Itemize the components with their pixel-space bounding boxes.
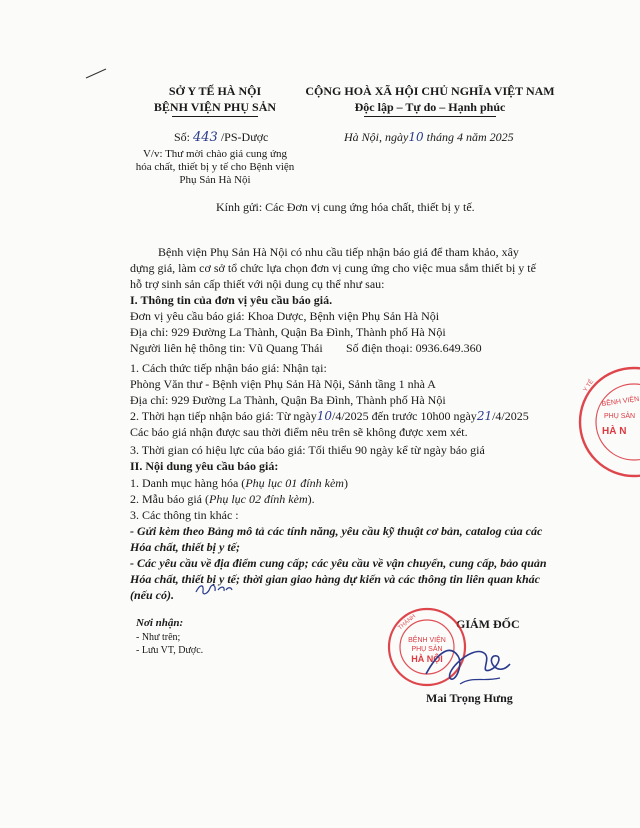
pen-mark — [84, 66, 110, 80]
subject-line-2: hóa chất, thiết bị y tế cho Bệnh viện — [135, 161, 295, 173]
motto: Độc lập – Tự do – Hạnh phúc — [354, 100, 506, 114]
late-note: Các báo giá nhận được sau thời điểm nêu trên sẽ không được xem xét. — [130, 425, 468, 439]
svg-text:PHỤ SẢN: PHỤ SẢN — [411, 646, 443, 653]
initials-scribble — [194, 580, 234, 598]
item-1 — [130, 476, 348, 491]
item-2-text: 2. Mẫu báo giá ( — [130, 492, 209, 506]
section-1-title: I. Thông tin của đơn vị yêu cầu báo giá. — [130, 293, 333, 307]
deadline-day-2: 21 — [476, 409, 493, 423]
svg-text:BỆNH VIỆN: BỆNH VIỆN — [601, 395, 640, 408]
document-number — [174, 130, 268, 145]
requesting-unit: Đơn vị yêu cầu báo giá: Khoa Dược, Bệnh viện Phụ Sản Hà Nội — [130, 309, 440, 323]
svg-text:BỆNH VIỆN: BỆNH VIỆN — [408, 637, 446, 644]
item-3: 3. Các thông tin khác : — [130, 508, 239, 522]
svg-text:THÀNH: THÀNH — [397, 613, 418, 632]
subject-line-3: Phụ Sản Hà Nội — [179, 174, 251, 186]
date-line — [344, 130, 514, 145]
item-1-text: 1. Danh mục hàng hóa ( — [130, 476, 246, 490]
signer-name: Mai Trọng Hưng — [426, 691, 513, 705]
hospital-underline — [172, 116, 258, 117]
recipient-2: - Lưu VT, Dược. — [136, 645, 204, 656]
deadline-text-a: 2. Thời hạn tiếp nhận báo giá: Từ ngày — [130, 409, 317, 423]
svg-text:HÀ N: HÀ N — [602, 426, 627, 437]
subject-line-1: V/v: Thư mời chào giá cung ứng — [142, 148, 287, 160]
so-prefix: Số: — [174, 130, 191, 144]
receive-address: Địa chỉ: 929 Đường La Thành, Quận Ba Đình, Thành phố Hà Nội — [130, 393, 446, 407]
other-2-line-1: - Các yêu cầu về địa điểm cung cấp; các yêu cầu về vận chuyển, cung cấp, bảo quản — [130, 556, 547, 570]
hospital-name: BỆNH VIỆN PHỤ SẢN — [153, 100, 277, 114]
other-2-line-2: Hóa chất, thiết bị y tế; thời gian giao hàng dự kiến và các thông tin liên quan khác — [130, 572, 540, 586]
date-suffix: tháng 4 năm 2025 — [426, 130, 514, 144]
so-suffix: /PS-Dược — [220, 130, 269, 144]
receive-office: Phòng Văn thư - Bệnh viện Phụ Sản Hà Nội, Sảnh tầng 1 nhà A — [130, 377, 436, 391]
svg-text:HÀ NỘI: HÀ NỘI — [411, 654, 443, 664]
intro-line-2: dựng giá, làm cơ sở tổ chức lựa chọn đơn vị cung ứng cho việc mua sắm thiết bị y tế — [130, 261, 536, 275]
other-1-line-1: - Gửi kèm theo Bảng mô tả các tính năng, yêu cầu kỹ thuật cơ bản, catalog của các — [130, 524, 543, 538]
svg-text:Y TẾ: Y TẾ — [582, 378, 596, 394]
handwritten-signature — [420, 634, 520, 696]
deadline-text-c: /4/2025 — [492, 409, 529, 423]
nation-title: CỘNG HOÀ XÃ HỘI CHỦ NGHĨA VIỆT NAM — [305, 84, 555, 98]
date-prefix: Hà Nội, ngày — [344, 130, 409, 144]
recipient-1: - Như trên; — [136, 632, 181, 643]
item-2 — [130, 492, 315, 507]
deadline-text-b: /4/2025 đến trước 10h00 ngày — [331, 409, 477, 423]
contact-person: Người liên hệ thông tin: Vũ Quang Thái — [130, 341, 323, 355]
edge-stamp — [572, 362, 640, 482]
item-1-annex: Phụ lục 01 đính kèm — [245, 476, 344, 490]
intro-line-1: Bệnh viện Phụ Sản Hà Nội có nhu cầu tiếp nhận báo giá để tham khảo, xây — [158, 245, 519, 259]
motto-underline — [364, 116, 496, 117]
svg-text:PHỤ SẢN: PHỤ SẢN — [604, 413, 636, 420]
deadline-line — [130, 409, 529, 424]
recipients-title: Nơi nhận: — [136, 617, 184, 629]
other-2-line-3: (nếu có). — [130, 588, 174, 602]
so-number-handwritten: 443 — [193, 130, 218, 145]
org-name: SỞ Y TẾ HÀ NỘI — [168, 84, 262, 98]
date-day-handwritten: 10 — [408, 130, 424, 144]
contact-phone: Số điện thoại: 0936.649.360 — [346, 341, 482, 355]
deadline-day-1: 10 — [316, 409, 332, 423]
unit-address: Địa chỉ: 929 Đường La Thành, Quận Ba Đình, Thành phố Hà Nội — [130, 325, 446, 339]
signature-role: GIÁM ĐỐC — [456, 617, 520, 631]
validity-line: 3. Thời gian có hiệu lực của báo giá: Tối thiểu 90 ngày kể từ ngày báo giá — [130, 443, 485, 457]
intro-line-3: hỗ trợ sinh sản cấp thiết với nội dung cụ thể như sau: — [130, 277, 385, 291]
salutation: Kính gửi: Các Đơn vị cung ứng hóa chất, thiết bị y tế. — [216, 200, 475, 214]
item-1-close: ) — [343, 476, 348, 490]
receive-method: 1. Cách thức tiếp nhận báo giá: Nhận tại: — [130, 361, 327, 375]
item-2-annex: Phụ lục 02 đính kèm — [208, 492, 308, 506]
item-2-close: ). — [307, 492, 315, 506]
other-1-line-2: Hóa chất, thiết bị y tế; — [130, 540, 240, 554]
section-2-title: II. Nội dung yêu cầu báo giá: — [130, 459, 279, 473]
